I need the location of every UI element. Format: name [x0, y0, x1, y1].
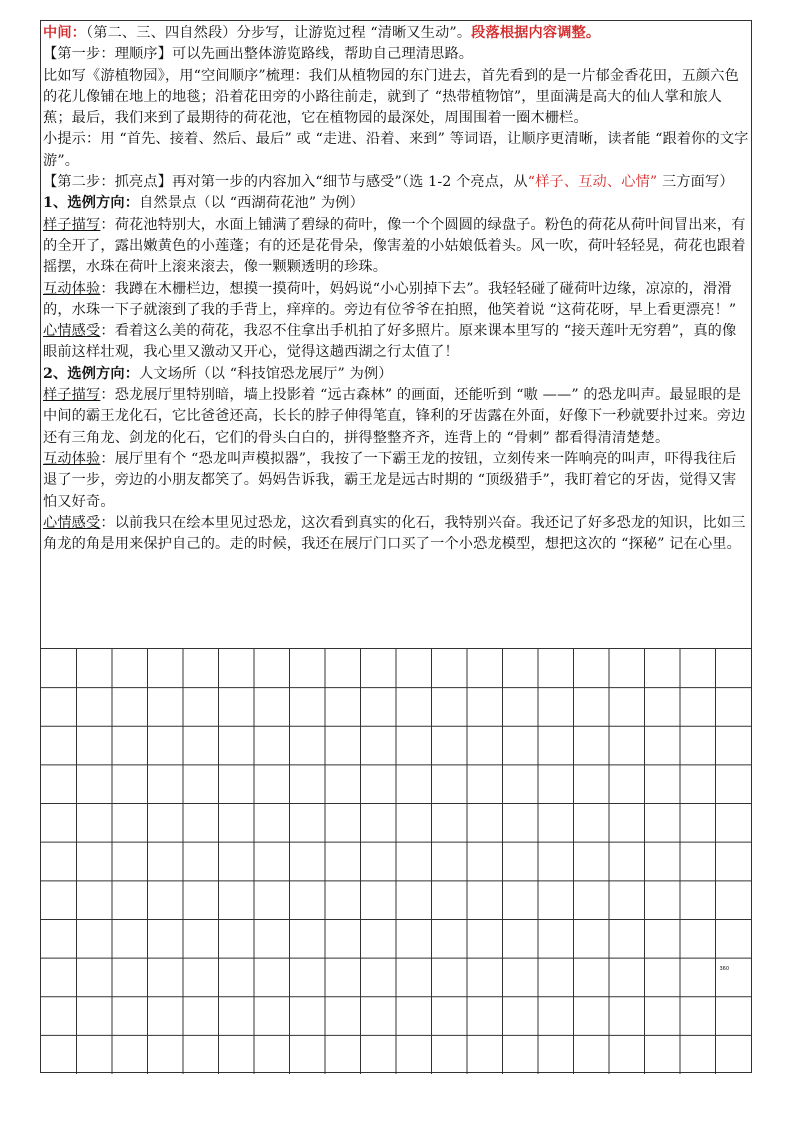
example1-mood-text: ：看着这么美的荷花，我忍不住拿出手机拍了好多照片。原来课本里写的 “接天莲叶无穷碧”，真的像眼前这样壮观，我心里又激动又开心，觉得这趟西湖之行太值了！ [43, 323, 737, 361]
middle-paragraph [43, 23, 750, 44]
example1-interact [43, 279, 750, 322]
step1-example: 比如写《游植物园》，用“空间顺序”梳理：我们从植物园的东门进去，首先看到的是一片郁金香花田，五颜六色的花儿像铺在地上的地毯；沿着花田旁的小路往前走，就到了 “热带植物馆”，里面满是高大的仙人掌和旅人蕉；最后，我们来到了最期待的荷花池，它在植物园的最深处，周围围着一圈木栅栏。 [43, 67, 739, 127]
example2-subtitle: 人文场所（以 “科技馆恐龙展厅” 为例） [139, 365, 393, 382]
example2-interact [43, 449, 750, 513]
writing-grid-lines [41, 649, 751, 1074]
step2-heading-before: 【第二步：抓亮点】再对第一步的内容加入“细节与感受”（选 1-2 个亮点，从 [43, 174, 528, 191]
example2-interact-label: 互动体验 [43, 450, 101, 467]
guide-text [43, 23, 750, 555]
word-count-label: 360 [719, 966, 730, 973]
example2-title: 2、选例方向： [43, 365, 140, 382]
example1-title-line [43, 193, 750, 214]
middle-note: 段落根据内容调整。 [471, 25, 601, 41]
middle-text: （第二、三、四自然段）分步写，让游览过程 “清晰又生动”。 [86, 25, 472, 41]
example1-look [43, 215, 750, 279]
example2-interact-text: ：展厅里有个 “恐龙叫声模拟器”，我按了一下霸王龙的按钮，立刻传来一阵响亮的叫声，吓得我往后退了一步，旁边的小朋友都笑了。妈妈告诉我，霸王龙是远古时期的 “顶级猎手”，我盯着它的牙齿，觉得又害怕又好奇。 [43, 450, 737, 510]
writing-grid[interactable] [41, 648, 751, 1074]
example2-mood [43, 513, 750, 556]
example1-interact-label: 互动体验 [43, 280, 101, 297]
step1-heading: 【第一步：理顺序】可以先画出整体游览路线，帮助自己理清思路。 [43, 46, 474, 63]
example1-mood-label: 心情感受 [43, 323, 101, 340]
example1-look-text: ：荷花池特别大，水面上铺满了碧绿的荷叶，像一个个圆圆的绿盘子。粉色的荷花从荷叶间冒出来，有的全开了，露出嫩黄色的小莲蓬；有的还是花骨朵，像害羞的小姑娘低着头。风一吹，荷叶轻轻晃，荷花也跟着摇摆，水珠在荷叶上滚来滚去，像一颗颗透明的珍珠。 [43, 216, 746, 276]
example2-look-text: ：恐龙展厅里特别暗，墙上投影着 “远古森林” 的画面，还能听到 “嗷 ——” 的恐龙叫声。最显眼的是中间的霸王龙化石，它比爸爸还高，长长的脖子伸得笔直，锋利的牙齿露在外面，好像下一秒就要扑过来。旁边还有三角龙、剑龙的化石，它们的骨头白白的，拼得整整齐齐，连背上的 “骨刺” 都看得清清楚楚。 [43, 387, 746, 446]
example1-look-label: 样子描写 [43, 216, 101, 233]
example2-look [43, 385, 750, 449]
example1-subtitle: 自然景点（以 “西湖荷花池” 为例） [139, 195, 364, 212]
example2-mood-text: ：以前我只在绘本里见过恐龙，这次看到真实的化石，我特别兴奋。我还记了好多恐龙的知识，比如三角龙的角是用来保护自己的。走的时候，我还在展厅门口买了一个小恐龙模型，想把这次的 “探秘” 记在心里。 [43, 514, 746, 553]
step1-tip: 小提示：用 “首先、接着、然后、最后” 或 “走进、沿着、来到” 等词语，让顺序更清晰，读者能 “跟着你的文字游”。 [43, 131, 749, 169]
example1-mood [43, 321, 750, 364]
example1-title: 1、选例方向： [43, 195, 140, 212]
step2-heading [43, 172, 750, 193]
example2-mood-label: 心情感受 [43, 514, 101, 531]
step2-heading-red: “样子、互动、心情” [527, 174, 658, 191]
example2-look-label: 样子描写 [43, 387, 101, 404]
worksheet-frame [40, 20, 752, 1073]
step2-heading-after: 三方面写） [661, 174, 734, 191]
example2-title-line [43, 364, 750, 385]
example1-interact-text: ：我蹲在木栅栏边，想摸一摸荷叶，妈妈说“小心别掉下去”。我轻轻碰了碰荷叶边缘，凉凉的，滑滑的，水珠一下子就滚到了我的手背上，痒痒的。旁边有位爷爷在拍照，他笑着说 “这荷花呀，早上看更漂亮！” [43, 280, 737, 318]
middle-label: 中间： [43, 25, 87, 41]
